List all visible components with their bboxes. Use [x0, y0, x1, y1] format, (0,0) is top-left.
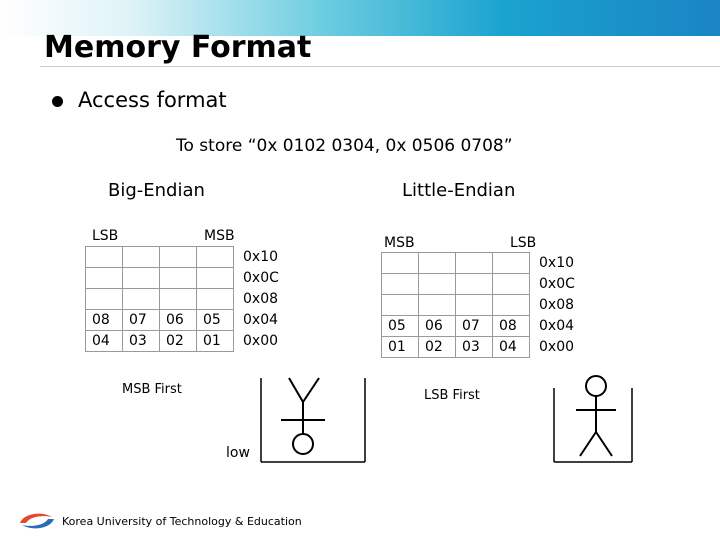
university-logo-icon [18, 511, 56, 531]
byte-value: 02 [166, 333, 184, 349]
memory-cell [382, 316, 419, 337]
memory-row [382, 316, 530, 337]
memory-cell [86, 289, 123, 310]
memory-row [382, 253, 530, 274]
footer-text: Korea University of Technology & Education [62, 515, 302, 528]
byte-value [86, 249, 92, 265]
memory-cell [456, 253, 493, 274]
memory-row [382, 274, 530, 295]
little-endian-address-column [539, 253, 575, 358]
byte-value: 07 [462, 318, 480, 334]
memory-cell [456, 295, 493, 316]
memory-cell [160, 289, 197, 310]
little-endian-caption: LSB First [424, 388, 480, 403]
memory-cell [86, 331, 123, 352]
address-label: 0x08 [539, 297, 575, 313]
memory-cell [382, 274, 419, 295]
memory-cell [493, 274, 530, 295]
byte-value: 03 [462, 339, 480, 355]
address-label: 0x00 [243, 333, 279, 349]
byte-value: 05 [203, 312, 221, 328]
byte-value: 01 [388, 339, 406, 355]
byte-value [160, 270, 166, 286]
slide-title: Memory Format [44, 30, 312, 65]
byte-value: 04 [499, 339, 517, 355]
memory-cell [493, 316, 530, 337]
big-endian-lsb-label: LSB [92, 228, 119, 244]
address-label: 0x10 [243, 249, 279, 265]
low-label: low [226, 445, 250, 461]
address-label: 0x10 [539, 255, 575, 271]
memory-cell [160, 331, 197, 352]
byte-value [160, 291, 166, 307]
memory-cell [456, 337, 493, 358]
byte-value [493, 297, 499, 313]
memory-cell [197, 331, 234, 352]
memory-cell [419, 253, 456, 274]
byte-value [456, 255, 462, 271]
memory-cell [382, 295, 419, 316]
byte-value [456, 276, 462, 292]
byte-value [493, 255, 499, 271]
memory-cell [493, 253, 530, 274]
memory-cell [123, 310, 160, 331]
memory-cell [382, 337, 419, 358]
memory-cell [86, 247, 123, 268]
little-endian-memory-grid [381, 252, 530, 358]
byte-value [86, 270, 92, 286]
byte-value: 07 [129, 312, 147, 328]
memory-cell [123, 268, 160, 289]
bullet-text: Access format [78, 88, 227, 112]
byte-value: 08 [499, 318, 517, 334]
little-endian-msb-label: MSB [384, 235, 415, 251]
memory-row [86, 289, 234, 310]
big-endian-msb-label: MSB [204, 228, 235, 244]
memory-row [86, 268, 234, 289]
byte-value: 01 [203, 333, 221, 349]
memory-cell [456, 274, 493, 295]
memory-row [382, 295, 530, 316]
byte-value: 06 [425, 318, 443, 334]
memory-cell [123, 289, 160, 310]
byte-value [419, 276, 425, 292]
byte-value [493, 276, 499, 292]
memory-row [86, 247, 234, 268]
byte-value: 03 [129, 333, 147, 349]
byte-value [197, 249, 203, 265]
memory-row [86, 331, 234, 352]
byte-value [160, 249, 166, 265]
memory-cell [493, 337, 530, 358]
byte-value [123, 249, 129, 265]
title-divider [40, 66, 720, 67]
big-endian-address-column [243, 247, 279, 352]
little-endian-heading: Little-Endian [402, 180, 516, 201]
address-label: 0x04 [243, 312, 279, 328]
stick-figure-upright-icon [548, 370, 648, 470]
memory-cell [123, 331, 160, 352]
address-label: 0x0C [243, 270, 279, 286]
memory-row [382, 337, 530, 358]
byte-value [197, 291, 203, 307]
memory-cell [456, 316, 493, 337]
address-label: 0x08 [243, 291, 279, 307]
address-label: 0x00 [539, 339, 575, 355]
byte-value: 05 [388, 318, 406, 334]
bullet-icon [52, 96, 63, 107]
memory-cell [197, 289, 234, 310]
memory-cell [419, 274, 456, 295]
memory-cell [197, 268, 234, 289]
big-endian-heading: Big-Endian [108, 180, 205, 201]
byte-value: 06 [166, 312, 184, 328]
memory-cell [123, 247, 160, 268]
byte-value: 02 [425, 339, 443, 355]
byte-value [197, 270, 203, 286]
byte-value [123, 270, 129, 286]
byte-value [419, 255, 425, 271]
byte-value [382, 255, 388, 271]
byte-value [382, 297, 388, 313]
byte-value: 08 [92, 312, 110, 328]
memory-cell [160, 310, 197, 331]
memory-cell [160, 268, 197, 289]
big-endian-memory-grid [85, 246, 234, 352]
memory-cell [86, 310, 123, 331]
memory-cell [197, 247, 234, 268]
byte-value [456, 297, 462, 313]
memory-cell [419, 295, 456, 316]
address-label: 0x0C [539, 276, 575, 292]
memory-cell [419, 337, 456, 358]
memory-cell [382, 253, 419, 274]
memory-cell [86, 268, 123, 289]
store-instruction: To store “0x 0102 0304, 0x 0506 0708” [176, 136, 513, 156]
stick-figure-upside-down-icon [255, 370, 375, 470]
big-endian-caption: MSB First [122, 382, 182, 397]
byte-value [86, 291, 92, 307]
byte-value [123, 291, 129, 307]
memory-cell [160, 247, 197, 268]
memory-cell [419, 316, 456, 337]
memory-cell [197, 310, 234, 331]
memory-row [86, 310, 234, 331]
little-endian-lsb-label: LSB [510, 235, 537, 251]
memory-cell [493, 295, 530, 316]
byte-value [419, 297, 425, 313]
byte-value [382, 276, 388, 292]
address-label: 0x04 [539, 318, 575, 334]
byte-value: 04 [92, 333, 110, 349]
